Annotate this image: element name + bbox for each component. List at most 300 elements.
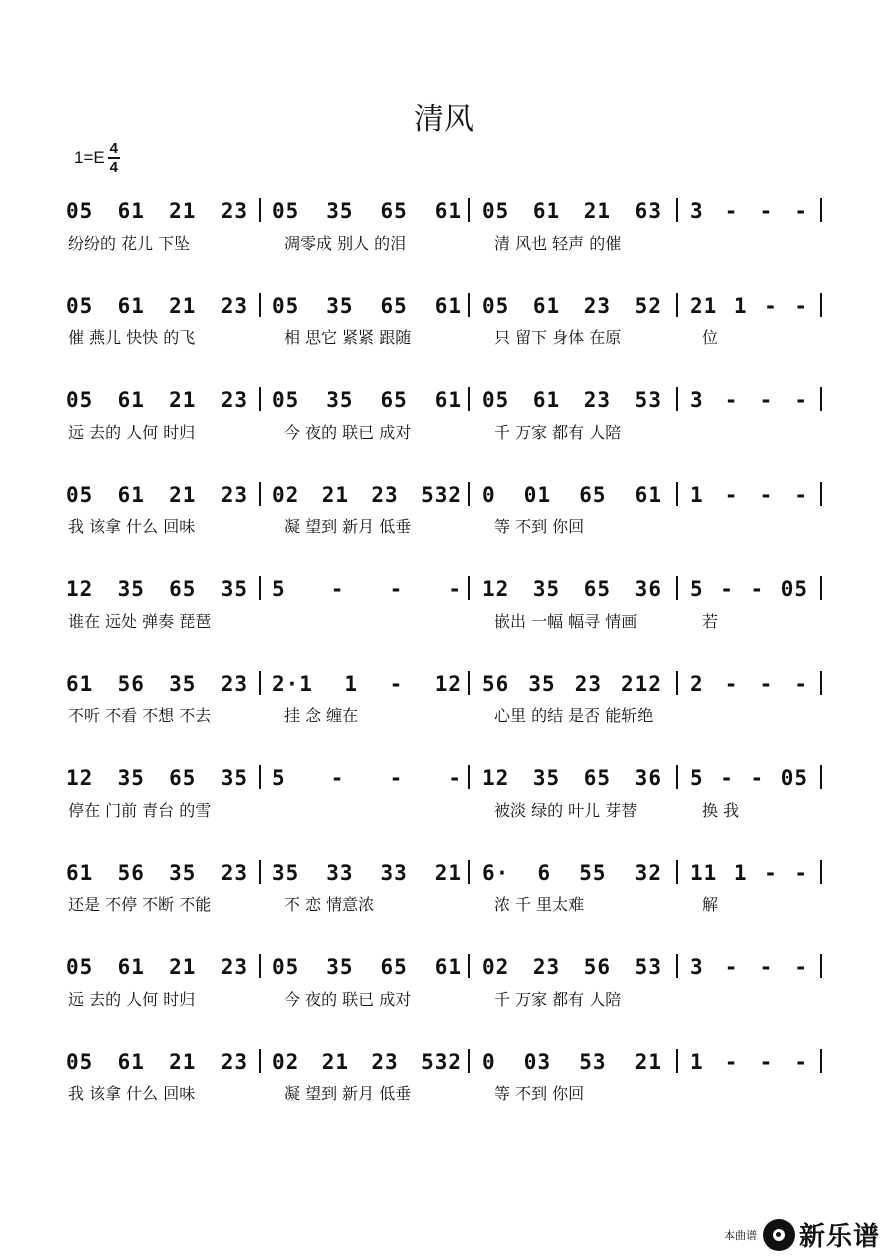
- lyrics-line: [0, 323, 888, 351]
- note-group: 0: [482, 1049, 496, 1074]
- lyric-segment: [702, 417, 836, 445]
- bar-line: [468, 387, 470, 411]
- lyrics-line: [0, 984, 888, 1012]
- hold-dash: -: [759, 955, 774, 979]
- note-group: 05: [272, 199, 300, 223]
- measure: [272, 478, 468, 512]
- hold-dash: -: [759, 482, 774, 507]
- lyric-segment: 心里 的结 是否 能斩绝: [494, 706, 654, 725]
- note-group: 3: [690, 955, 704, 979]
- measure: [66, 289, 254, 323]
- hold-dash: -: [724, 199, 739, 223]
- note-group: 01: [523, 482, 552, 507]
- measure: [690, 383, 814, 417]
- hold-dash: -: [794, 955, 808, 979]
- note-group: 52: [634, 293, 662, 318]
- hold-dash: -: [389, 671, 404, 696]
- measure: [482, 856, 668, 890]
- bar-line: [259, 1049, 261, 1073]
- hold-dash: -: [759, 671, 774, 696]
- bar-line: [820, 860, 822, 884]
- note-group: 53: [634, 388, 662, 412]
- hold-dash: -: [794, 860, 808, 885]
- hold-dash: -: [389, 766, 404, 790]
- note-group: 2·1: [272, 671, 313, 696]
- note-group: 1: [733, 860, 748, 885]
- measure: [66, 194, 254, 228]
- hold-dash: -: [724, 955, 739, 979]
- measure: [66, 950, 254, 984]
- note-group: 53: [579, 1049, 607, 1074]
- measure: [482, 383, 668, 417]
- note-group: 1: [344, 671, 359, 696]
- measure: [66, 1045, 254, 1079]
- note-group: 23: [371, 482, 399, 507]
- hold-dash: -: [764, 860, 778, 885]
- key-label: 1=E: [74, 148, 105, 167]
- lyric-segment: 凋零成 别人 的泪: [284, 233, 407, 253]
- notation-line: [0, 950, 888, 984]
- lyrics-line: [0, 701, 888, 729]
- measure: [482, 478, 668, 512]
- note-group: 05: [66, 199, 94, 223]
- note-group: 05: [272, 293, 300, 318]
- hold-dash: -: [724, 388, 739, 412]
- measure: [482, 572, 668, 606]
- bar-line: [259, 482, 261, 506]
- lyric-segment: 停在 门前 青台 的雪: [68, 800, 212, 820]
- hold-dash: -: [720, 577, 734, 601]
- lyric-segment: 只 留下 身体 在原: [494, 328, 622, 347]
- note-group: 212: [621, 671, 662, 696]
- hold-dash: -: [724, 482, 739, 507]
- bar-line: [676, 954, 678, 978]
- note-group: 03: [523, 1049, 552, 1074]
- note-group: 61: [434, 955, 462, 979]
- lyric-segment: 换 我: [702, 800, 740, 820]
- note-group: 21: [634, 1049, 662, 1074]
- note-group: 61: [634, 482, 662, 507]
- note-group: 33: [326, 860, 354, 885]
- bar-line: [259, 765, 261, 789]
- notation-line: [0, 383, 888, 417]
- lyric-segment: 等 不到 你回: [494, 1084, 585, 1103]
- lyric-segment: 还是 不停 不断 不能: [68, 895, 212, 914]
- bar-line: [676, 482, 678, 506]
- note-group: 5: [690, 577, 704, 601]
- lyric-segment: [702, 701, 836, 729]
- bar-line: [676, 1049, 678, 1073]
- lyric-segment: [284, 606, 490, 634]
- note-group: 35: [220, 577, 248, 601]
- note-group: 35: [117, 577, 145, 601]
- hold-dash: -: [750, 766, 765, 790]
- note-group: 23: [532, 955, 561, 979]
- measure: [482, 194, 668, 228]
- note-group: 63: [634, 199, 662, 223]
- bar-line: [468, 576, 470, 600]
- bar-line: [259, 387, 261, 411]
- bar-line: [820, 576, 822, 600]
- lyric-segment: [702, 228, 836, 256]
- hold-dash: -: [794, 671, 808, 696]
- note-group: 61: [532, 388, 561, 412]
- note-group: 5: [272, 577, 286, 601]
- measure: [272, 289, 468, 323]
- note-group: 36: [634, 766, 662, 790]
- measure: [690, 572, 814, 606]
- footer-small-text: 本曲谱: [723, 1228, 757, 1242]
- note-group: 05: [482, 199, 510, 223]
- note-group: 532: [421, 482, 462, 507]
- hold-dash: -: [764, 293, 778, 318]
- bar-line: [468, 671, 470, 695]
- page-title: 清风: [414, 102, 474, 137]
- lyric-segment: 相 思它 紧紧 跟随: [284, 328, 412, 347]
- measure: [272, 383, 468, 417]
- note-group: 6·: [482, 860, 510, 885]
- bar-line: [468, 482, 470, 506]
- score-row: [0, 856, 888, 936]
- note-group: 61: [117, 293, 145, 318]
- bar-line: [820, 293, 822, 317]
- lyric-segment: 我 该拿 什么 回味: [68, 517, 196, 536]
- note-group: 11: [690, 860, 718, 885]
- note-group: 02: [272, 482, 300, 507]
- bar-line: [259, 954, 261, 978]
- note-group: 65: [380, 199, 408, 223]
- note-group: 65: [169, 766, 197, 790]
- notation-line: [0, 761, 888, 795]
- score-row: [0, 572, 888, 652]
- note-group: 55: [579, 860, 607, 885]
- hold-dash: -: [448, 766, 462, 790]
- hold-dash: -: [794, 388, 808, 412]
- note-group: 05: [66, 388, 94, 412]
- lyric-segment: 今 夜的 联已 成对: [284, 422, 412, 442]
- note-group: 6: [537, 860, 552, 885]
- note-group: 21: [169, 293, 197, 318]
- note-group: 5: [690, 766, 704, 790]
- score-row: [0, 478, 888, 558]
- measure: [66, 383, 254, 417]
- note-group: 65: [583, 766, 612, 790]
- score-row: [0, 950, 888, 1030]
- hold-dash: -: [448, 577, 462, 601]
- score-row: [0, 383, 888, 463]
- note-group: 35: [532, 766, 561, 790]
- note-group: 61: [117, 955, 145, 979]
- bar-line: [676, 576, 678, 600]
- note-group: 23: [220, 1049, 248, 1074]
- measure: [272, 194, 468, 228]
- measure: [272, 572, 468, 606]
- note-group: 65: [169, 577, 197, 601]
- note-group: 61: [434, 293, 462, 318]
- measure: [272, 856, 468, 890]
- footer: [724, 1216, 880, 1253]
- lyric-segment: 我 该拿 什么 回味: [68, 1084, 196, 1103]
- bar-line: [468, 860, 470, 884]
- bar-line: [259, 198, 261, 222]
- note-group: 61: [66, 671, 94, 696]
- note-group: 05: [66, 955, 94, 979]
- note-group: 65: [583, 577, 612, 601]
- note-group: 56: [482, 671, 510, 696]
- lyric-segment: 不 恋 情意浓: [284, 895, 375, 914]
- note-group: 65: [380, 955, 408, 979]
- note-group: 61: [532, 293, 561, 318]
- bar-line: [676, 387, 678, 411]
- note-group: 0: [482, 482, 496, 507]
- score-row: [0, 761, 888, 841]
- note-group: 23: [220, 199, 248, 223]
- note-group: 1: [690, 482, 704, 507]
- bar-line: [676, 198, 678, 222]
- measure: [690, 194, 814, 228]
- note-group: 21: [690, 293, 718, 318]
- bar-line: [676, 293, 678, 317]
- lyric-segment: 凝 望到 新月 低垂: [284, 517, 412, 536]
- bar-line: [676, 671, 678, 695]
- bar-line: [259, 671, 261, 695]
- note-group: 12: [66, 577, 94, 601]
- lyrics-line: [0, 606, 888, 634]
- bar-line: [820, 1049, 822, 1073]
- note-group: 05: [780, 766, 808, 790]
- notation-line: [0, 194, 888, 228]
- note-group: 12: [482, 766, 510, 790]
- note-group: 02: [272, 1049, 300, 1074]
- lyric-segment: [702, 984, 836, 1012]
- lyric-segment: 千 万家 都有 人陪: [494, 989, 622, 1009]
- note-group: 23: [583, 293, 612, 318]
- note-group: 12: [434, 671, 462, 696]
- lyrics-line: [0, 512, 888, 540]
- lyric-segment: 浓 千 里太难: [494, 895, 585, 914]
- measure: [272, 1045, 468, 1079]
- measure: [66, 856, 254, 890]
- bar-line: [468, 765, 470, 789]
- note-group: 05: [780, 577, 808, 601]
- bar-line: [468, 954, 470, 978]
- note-group: 23: [371, 1049, 399, 1074]
- bar-line: [820, 482, 822, 506]
- lyric-segment: [702, 1079, 836, 1107]
- note-group: 05: [66, 1049, 94, 1074]
- note-group: 61: [66, 860, 94, 885]
- note-group: 21: [321, 482, 349, 507]
- measure: [482, 289, 668, 323]
- note-group: 56: [117, 671, 145, 696]
- hold-dash: -: [759, 388, 774, 412]
- note-group: 35: [169, 860, 197, 885]
- measure: [690, 1045, 814, 1079]
- bar-line: [468, 1049, 470, 1073]
- lyric-segment: 嵌出 一幅 幅寻 情画: [494, 611, 638, 631]
- key-signature: [74, 141, 120, 175]
- measure: [272, 667, 468, 701]
- note-group: 35: [326, 293, 354, 318]
- note-group: 3: [690, 199, 704, 223]
- lyric-segment: 不听 不看 不想 不去: [68, 706, 212, 725]
- lyric-segment: 今 夜的 联已 成对: [284, 989, 412, 1009]
- footer-brand: 新乐谱: [798, 1222, 880, 1252]
- bar-line: [820, 954, 822, 978]
- note-group: 65: [380, 293, 408, 318]
- lyrics-line: [0, 228, 888, 256]
- note-group: 35: [117, 766, 145, 790]
- note-group: 56: [583, 955, 612, 979]
- bar-line: [468, 198, 470, 222]
- measure: [690, 667, 814, 701]
- lyric-segment: 若: [702, 611, 719, 631]
- note-group: 56: [117, 860, 145, 885]
- notation-line: [0, 289, 888, 323]
- note-group: 35: [326, 199, 354, 223]
- note-group: 23: [220, 671, 248, 696]
- score-row: [0, 289, 888, 369]
- lyrics-line: [0, 417, 888, 445]
- note-group: 21: [169, 1049, 197, 1074]
- bar-line: [820, 671, 822, 695]
- lyric-segment: 解: [702, 895, 719, 914]
- measure: [66, 667, 254, 701]
- hold-dash: -: [794, 1049, 808, 1074]
- lyric-segment: 远 去的 人何 时归: [68, 422, 196, 442]
- note-group: 65: [579, 482, 607, 507]
- hold-dash: -: [330, 577, 345, 601]
- notation-line: [0, 1045, 888, 1079]
- lyric-segment: 催 燕儿 快快 的飞: [68, 328, 196, 347]
- lyric-segment: 挂 念 缠在: [284, 706, 359, 725]
- hold-dash: -: [389, 577, 404, 601]
- note-group: 05: [66, 293, 94, 318]
- lyric-segment: 千 万家 都有 人陪: [494, 422, 622, 442]
- measure: [482, 950, 668, 984]
- hold-dash: -: [724, 671, 739, 696]
- note-group: 36: [634, 577, 662, 601]
- lyric-segment: 谁在 远处 弹奏 琵琶: [68, 611, 212, 631]
- hold-dash: -: [750, 577, 765, 601]
- lyrics-line: [0, 1079, 888, 1107]
- lyric-segment: 远 去的 人何 时归: [68, 989, 196, 1009]
- notation-line: [0, 572, 888, 606]
- note-group: 1: [690, 1049, 704, 1074]
- note-group: 21: [434, 860, 462, 885]
- note-group: 32: [634, 860, 662, 885]
- note-group: 21: [169, 199, 197, 223]
- note-group: 35: [326, 955, 354, 979]
- note-group: 05: [482, 388, 510, 412]
- note-group: 35: [528, 671, 556, 696]
- note-group: 532: [421, 1049, 462, 1074]
- bar-line: [259, 860, 261, 884]
- note-group: 23: [220, 482, 248, 507]
- lyric-segment: 纷纷的 花儿 下坠: [68, 233, 191, 253]
- measure: [690, 478, 814, 512]
- note-group: 3: [690, 388, 704, 412]
- bar-line: [468, 293, 470, 317]
- lyric-segment: 等 不到 你回: [494, 517, 585, 536]
- note-group: 35: [220, 766, 248, 790]
- measure: [690, 761, 814, 795]
- lyric-segment: [702, 512, 836, 540]
- measure: [482, 1045, 668, 1079]
- note-group: 05: [272, 955, 300, 979]
- note-group: 61: [434, 199, 462, 223]
- note-group: 23: [574, 671, 602, 696]
- hold-dash: -: [724, 1049, 739, 1074]
- notation-line: [0, 856, 888, 890]
- note-group: 2: [690, 671, 704, 696]
- note-group: 65: [380, 388, 408, 412]
- lyric-segment: 清 风也 轻声 的催: [494, 233, 622, 253]
- lyric-segment: 被淡 绿的 叶儿 芽替: [494, 800, 638, 820]
- note-group: 53: [634, 955, 662, 979]
- score-row: [0, 667, 888, 747]
- lyric-segment: [284, 795, 490, 823]
- bar-line: [820, 198, 822, 222]
- lyric-segment: 位: [702, 328, 719, 347]
- bar-line: [820, 765, 822, 789]
- note-group: 02: [482, 955, 510, 979]
- note-group: 05: [482, 293, 510, 318]
- measure: [66, 572, 254, 606]
- measure: [690, 289, 814, 323]
- notation-line: [0, 667, 888, 701]
- note-group: 61: [117, 388, 145, 412]
- note-group: 05: [272, 388, 300, 412]
- measure: [272, 761, 468, 795]
- hold-dash: -: [794, 482, 808, 507]
- bar-line: [259, 576, 261, 600]
- score-row: [0, 1045, 888, 1125]
- measure: [482, 761, 668, 795]
- vinyl-record-icon: [763, 1219, 795, 1251]
- time-denominator: 4: [109, 159, 118, 176]
- note-group: 21: [169, 955, 197, 979]
- measure: [482, 667, 668, 701]
- notation-line: [0, 478, 888, 512]
- note-group: 61: [434, 388, 462, 412]
- hold-dash: -: [794, 199, 808, 223]
- hold-dash: -: [330, 766, 345, 790]
- bar-line: [259, 293, 261, 317]
- note-group: 21: [169, 482, 197, 507]
- bar-line: [820, 387, 822, 411]
- measure: [66, 761, 254, 795]
- hold-dash: -: [759, 1049, 774, 1074]
- note-group: 5: [272, 766, 286, 790]
- note-group: 35: [272, 860, 300, 885]
- note-group: 12: [482, 577, 510, 601]
- measure: [66, 478, 254, 512]
- score-row: [0, 194, 888, 274]
- hold-dash: -: [720, 766, 734, 790]
- note-group: 35: [326, 388, 354, 412]
- note-group: 23: [220, 293, 248, 318]
- note-group: 61: [532, 199, 561, 223]
- note-group: 23: [583, 388, 612, 412]
- hold-dash: -: [759, 199, 774, 223]
- note-group: 05: [66, 482, 94, 507]
- measure: [272, 950, 468, 984]
- note-group: 61: [117, 199, 145, 223]
- note-group: 61: [117, 482, 145, 507]
- bar-line: [676, 860, 678, 884]
- note-group: 23: [220, 860, 248, 885]
